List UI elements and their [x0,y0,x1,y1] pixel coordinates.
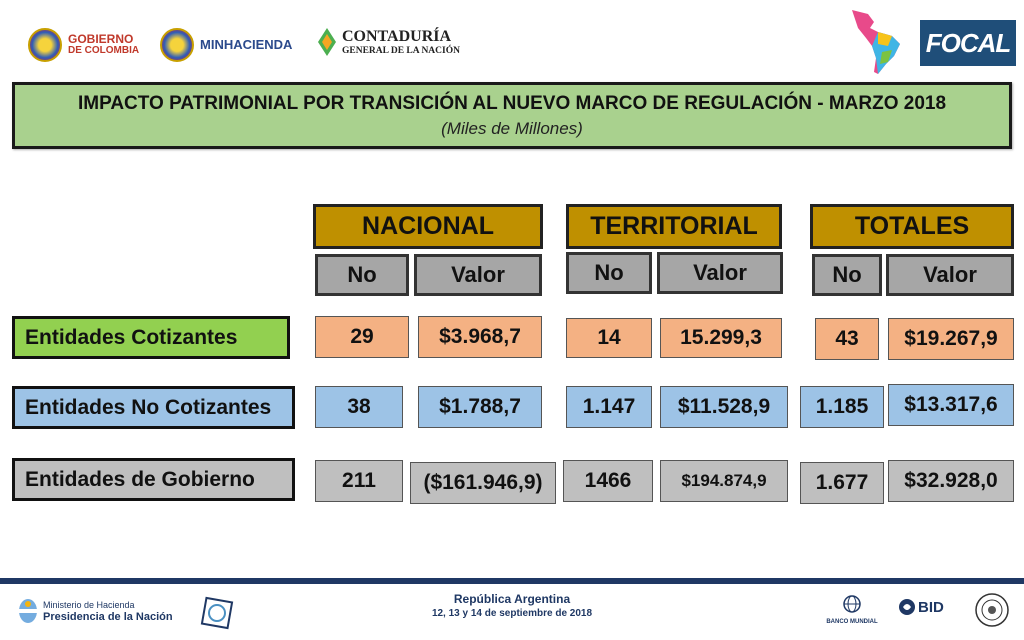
focal-logo [920,20,1016,66]
cell-cotizantes-territorial-valor: 15.299,3 [660,318,782,358]
cell-gobierno-nacional-valor: ($161.946,9) [410,462,556,504]
banco-mundial-logo [823,594,881,625]
cell-cotizantes-totales-valor: $19.267,9 [888,318,1014,360]
gobierno-line1: GOBIERNO [68,32,134,46]
cell-no-cotizantes-totales-no: 1.185 [800,386,884,428]
colombia-coat-of-arms-icon [28,28,62,62]
gobierno-line2: DE COLOMBIA [68,45,140,56]
argentina-ministerio-logo [18,598,173,624]
subheader-totales-valor: Valor [886,254,1014,296]
footer-ministerio: Ministerio de Hacienda [43,600,135,610]
contaduria-logo [316,26,460,58]
footer-divider [0,578,1024,584]
contaduria-leaf-icon [316,26,338,58]
subheader-territorial-no: No [566,252,652,294]
footer-event-info [362,592,662,619]
row-label-cotizantes: Entidades Cotizantes [12,316,290,359]
cell-cotizantes-territorial-no: 14 [566,318,652,358]
row-label-no-cotizantes: Entidades No Cotizantes [12,386,295,429]
cell-no-cotizantes-totales-valor: $13.317,6 [888,384,1014,426]
argentina-shield-icon [18,598,38,624]
cell-no-cotizantes-nacional-valor: $1.788,7 [418,386,542,428]
minhacienda-logo [160,28,292,62]
cell-no-cotizantes-territorial-valor: $11.528,9 [660,386,788,428]
contaduria-line1: CONTADURÍA [342,28,452,45]
page-title: IMPACTO PATRIMONIAL POR TRANSICIÓN AL NUEVO MARCO DE REGULACIÓN - MARZO 2018 [77,93,947,114]
bid-text: BID [918,598,944,616]
cell-gobierno-totales-valor: $32.928,0 [888,460,1014,502]
latin-america-map-icon [848,6,910,78]
bid-logo [898,598,944,616]
title-box [12,82,1012,149]
cell-gobierno-territorial-no: 1466 [563,460,653,502]
cell-cotizantes-nacional-no: 29 [315,316,409,358]
gobierno-colombia-logo [28,28,139,62]
cell-no-cotizantes-nacional-no: 38 [315,386,403,428]
subheader-nacional-no: No [315,254,409,296]
contaduria-line2: GENERAL DE LA NACIÓN [342,46,460,56]
cell-gobierno-territorial-valor: $194.874,9 [660,460,788,502]
footer-presidencia: Presidencia de la Nación [43,611,173,623]
imf-seal-icon [974,592,1010,628]
cell-gobierno-totales-no: 1.677 [800,462,884,504]
footer-country: República Argentina [453,592,571,606]
cell-no-cotizantes-territorial-no: 1.147 [566,386,652,428]
subheader-nacional-valor: Valor [414,254,542,296]
group-header-nacional: NACIONAL [313,204,543,249]
cell-cotizantes-nacional-valor: $3.968,7 [418,316,542,358]
cell-gobierno-nacional-no: 211 [315,460,403,502]
group-header-territorial: TERRITORIAL [566,204,782,249]
minhacienda-text: MINHACIENDA [200,37,293,52]
banco-mundial-text: BANCO MUNDIAL [826,619,878,625]
globe-icon [842,594,862,614]
group-header-totales: TOTALES [810,204,1014,249]
minhacienda-seal-icon [160,28,194,62]
cell-cotizantes-totales-no: 43 [815,318,879,360]
focal-text: FOCAL [925,27,1011,58]
footer-dates: 12, 13 y 14 de septiembre de 2018 [431,608,593,619]
g20-emblem-icon [200,596,236,630]
subheader-territorial-valor: Valor [657,252,783,294]
subheader-totales-no: No [812,254,882,296]
bid-mark-icon [898,598,916,616]
page-subtitle: (Miles de Millones) [441,119,583,138]
row-label-gobierno: Entidades de Gobierno [12,458,295,501]
